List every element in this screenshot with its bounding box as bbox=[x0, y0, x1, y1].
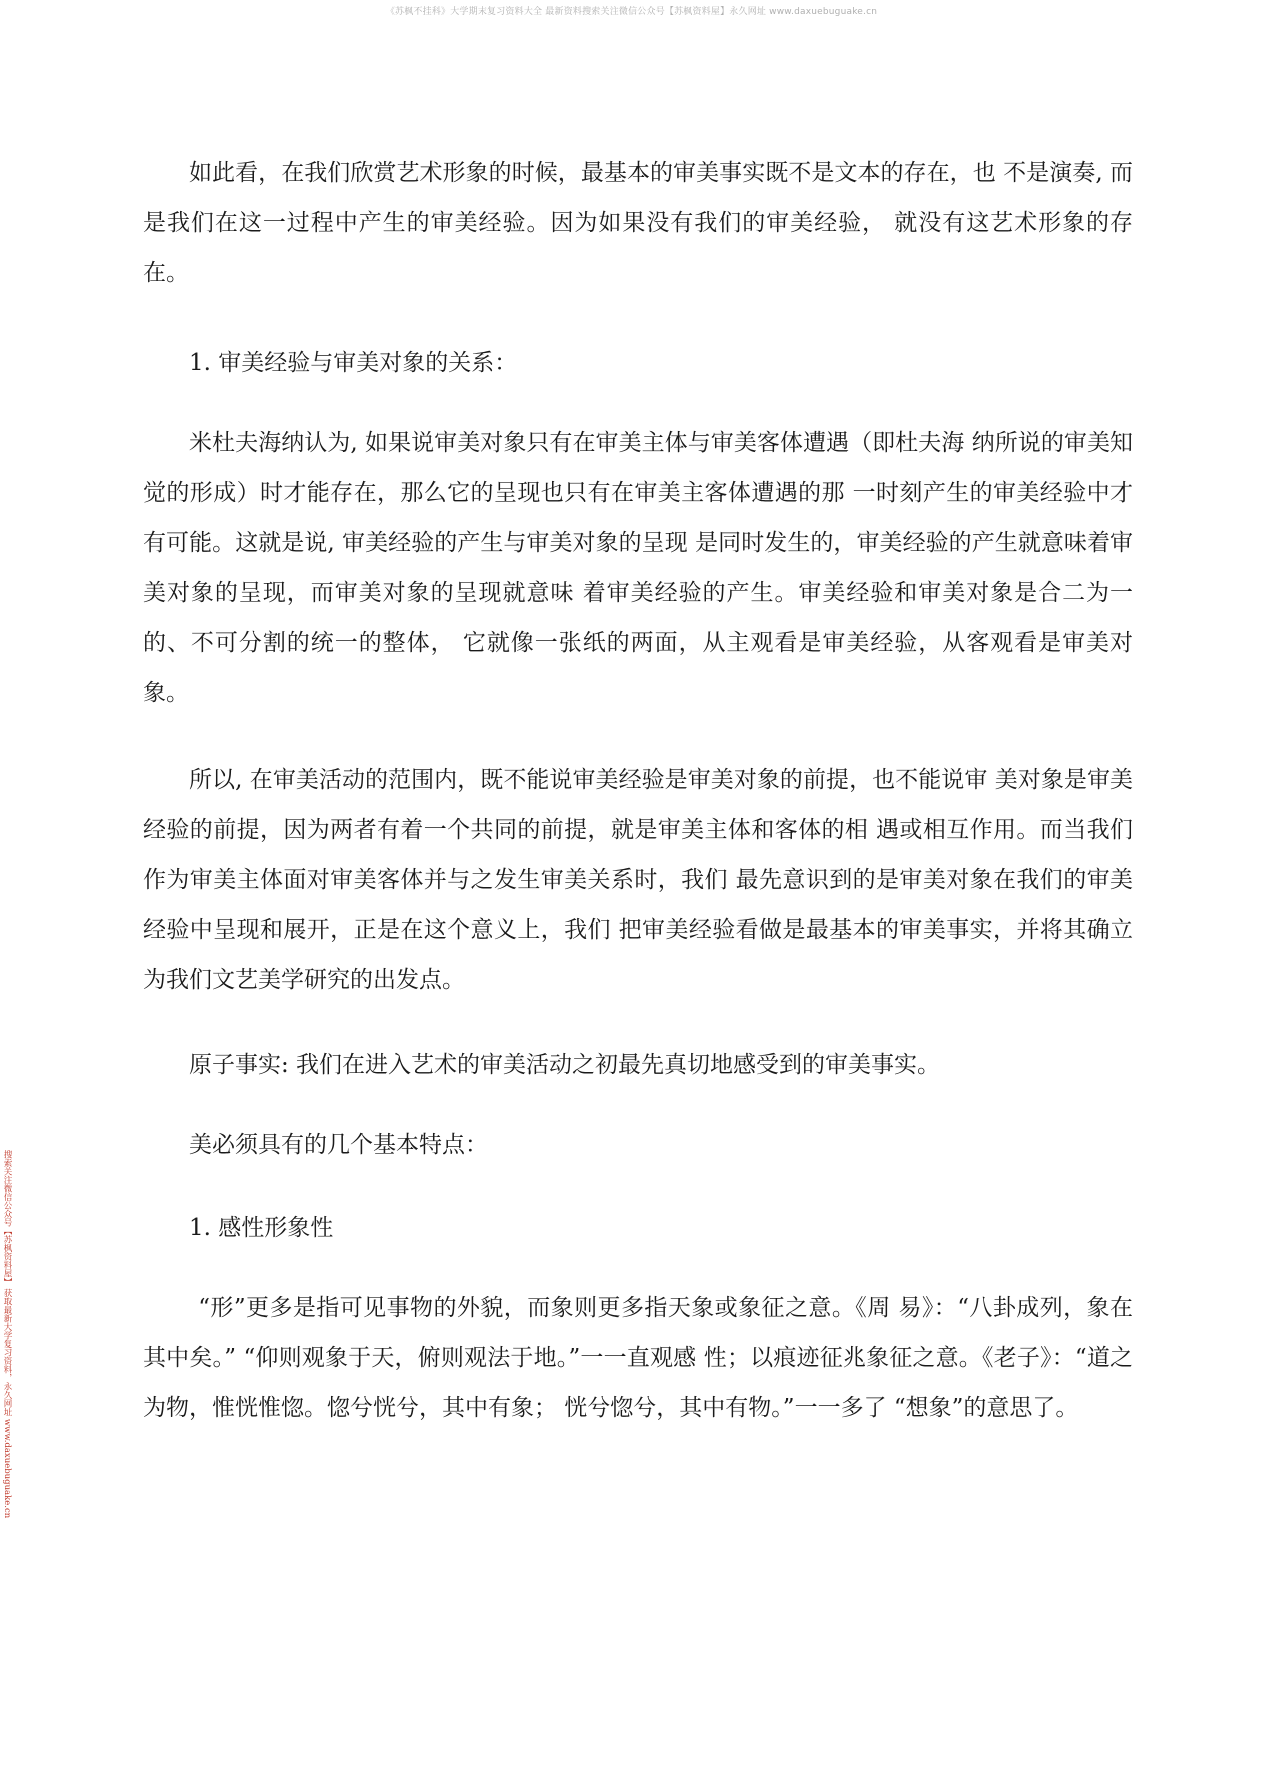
heading-experience-object-relation: 1. 审美经验与审美对象的关系： bbox=[189, 350, 518, 376]
paragraph-common-premise: 所以, 在审美活动的范围内，既不能说审美经验是审美对象的前提，也不能说审 美对象是审美经验的前提，因为两者有着一个共同的前提，就是审美主体和客体的相 遇或相互作用。而当我们作为审美主体面对审美客体并与之发生审美关系时，我们 最先意识到的是审美对象在我们的审美经验中呈现和展开，正是在这个意义上，我们 把审美经验看做是最基本的审美事实，并将其确立为我们文艺美学研究的出发点。 bbox=[143, 767, 1133, 993]
side-watermark: 搜索关注微信公众号【苏枫资料屋】 获取最新大学复习资料，永久网址 www.daxuebuguake.cn bbox=[2, 1150, 12, 1519]
paragraph-beauty-features: 美必须具有的几个基本特点： bbox=[189, 1132, 488, 1158]
paragraph-dufrenne: 米杜夫海纳认为, 如果说审美对象只有在审美主体与审美客体遭遇（即杜夫海 纳所说的审美知觉的形成）时才能存在，那么它的呈现也只有在审美主客体遭遇的那 一时刻产生的审美经验中才有可能。这就是说, 审美经验的产生与审美对象的呈现 是同时发生的，审美经验的产生就意味着审美对象的呈现，而审美对象的呈现就意味 着审美经验的产生。审美经验和审美对象是合二为一的、不可分割的统一的整体， 它就像一张纸的两面，从主观看是审美经验，从客观看是审美对象。 bbox=[143, 430, 1133, 706]
paragraph-form-and-image: “形”更多是指可见事物的外貌，而象则更多指天象或象征之意。《周 易》：“八卦成列，象在其中矣。” “仰则观象于天，俯则观法于地。”一一直观感 性；以痕迹征兆象征之意。《老子》：“道之为物，惟恍惟惚。惚兮恍兮，其中有象； 恍兮惚兮，其中有物。”一一多了 “想象”的意思了。 bbox=[143, 1295, 1133, 1421]
paragraph-aesthetic-fact: 如此看，在我们欣赏艺术形象的时候，最基本的审美事实既不是文本的存在，也 不是演奏, 而是我们在这一过程中产生的审美经验。因为如果没有我们的审美经验， 就没有这艺术形象的存在。 bbox=[143, 160, 1133, 286]
paragraph-atomic-fact: 原子事实: 我们在进入艺术的审美活动之初最先真切地感受到的审美事实。 bbox=[189, 1052, 941, 1078]
heading-sensory-imagery: 1. 感性形象性 bbox=[189, 1215, 334, 1241]
top-watermark: 《苏枫不挂科》大学期末复习资料大全 最新资料搜索关注微信公众号【苏枫资料屋】永久网址 www.daxuebuguake.cn bbox=[385, 7, 878, 17]
